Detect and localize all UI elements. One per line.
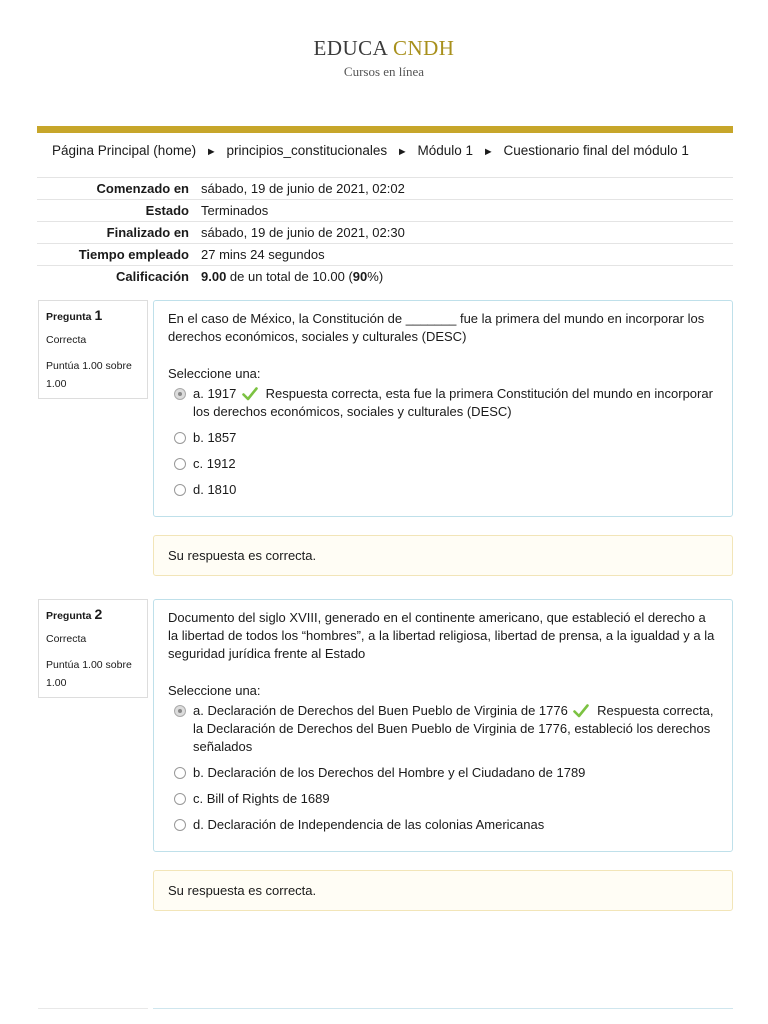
grade-middle-text: de un total de 10.00 ( — [226, 269, 353, 284]
question-2-content — [153, 599, 733, 852]
radio-button[interactable] — [174, 819, 186, 831]
question-grade: Puntúa 1.00 sobre 1.00 — [46, 360, 132, 391]
breadcrumb-course-link[interactable]: principios_constitucionales — [226, 143, 388, 158]
grade-end-text: %) — [367, 269, 384, 284]
answer-option-b[interactable] — [174, 429, 718, 447]
radio-button[interactable] — [174, 767, 186, 779]
answer-option-a[interactable] — [174, 385, 718, 421]
logo-educa-text: EDUCA — [313, 36, 388, 60]
question-state: Correcta — [46, 333, 87, 346]
breadcrumb-separator-icon: ► — [482, 146, 494, 158]
question-2-general-feedback: Su respuesta es correcta. — [153, 870, 733, 911]
summary-row-grade — [37, 266, 733, 288]
question-prompt: Seleccione una: — [168, 366, 261, 381]
site-logo[interactable] — [0, 36, 768, 80]
question-2-info — [38, 599, 148, 698]
check-icon — [573, 704, 589, 718]
answer-option-label: d. 1810 — [193, 482, 237, 497]
question-text: Documento del siglo XVIII, generado en el continente americano, que estableció el derecho a la libertad de todos los “hombres”, a la libertad religiosa, libertad de prensa, a la igualdad y a la seguridad jurídica frente al Estado — [168, 610, 715, 661]
radio-button-selected[interactable] — [174, 705, 186, 717]
answer-option-c[interactable] — [174, 790, 718, 808]
answer-option-label: b. 1857 — [193, 430, 237, 445]
answer-option-feedback: Respuesta correcta, la Declaración de Derechos del Buen Pueblo de Virginia de 1776, estableció los derechos señalados — [193, 703, 714, 754]
breadcrumb-quiz-link[interactable]: Cuestionario final del módulo 1 — [503, 143, 689, 158]
summary-value: sábado, 19 de junio de 2021, 02:30 — [201, 225, 405, 240]
breadcrumb-separator-icon: ► — [396, 146, 408, 158]
question-1-info — [38, 300, 148, 399]
question-3-info-partial — [38, 1008, 148, 1024]
answer-option-c[interactable] — [174, 455, 718, 473]
answer-options — [168, 702, 718, 834]
question-label: Pregunta — [46, 610, 92, 622]
question-1-general-feedback: Su respuesta es correcta. — [153, 535, 733, 576]
answer-option-label: d. Declaración de Independencia de las colonias Americanas — [193, 817, 545, 832]
summary-row-finished — [37, 222, 733, 244]
answer-option-b[interactable] — [174, 764, 718, 782]
question-prompt: Seleccione una: — [168, 683, 261, 698]
answer-option-a[interactable] — [174, 702, 718, 756]
answer-option-d[interactable] — [174, 481, 718, 499]
summary-label: Comenzado en — [96, 181, 189, 196]
question-number-value: 1 — [94, 307, 103, 323]
answer-option-label: b. Declaración de los Derechos del Hombre y el Ciudadano de 1789 — [193, 765, 586, 780]
breadcrumb-home-link[interactable]: Página Principal (home) — [52, 143, 197, 158]
radio-button[interactable] — [174, 432, 186, 444]
breadcrumb-module-link[interactable]: Módulo 1 — [417, 143, 474, 158]
answer-option-feedback: Respuesta correcta, esta fue la primera Constitución del mundo en incorporar los derechos económicos, sociales y culturales (DESC) — [193, 386, 713, 419]
answer-option-d[interactable] — [174, 816, 718, 834]
question-1-content — [153, 300, 733, 517]
summary-label: Tiempo empleado — [78, 247, 189, 262]
summary-value: Terminados — [201, 203, 269, 218]
answer-options — [168, 385, 718, 499]
summary-row-state — [37, 200, 733, 222]
summary-value: sábado, 19 de junio de 2021, 02:02 — [201, 181, 405, 196]
summary-label: Finalizado en — [106, 225, 189, 240]
question-number-value: 2 — [94, 606, 103, 622]
answer-option-label: c. 1912 — [193, 456, 236, 471]
answer-option-label: a. 1917 — [193, 386, 237, 401]
logo-subtitle: Cursos en línea — [343, 64, 425, 79]
summary-label: Estado — [145, 203, 189, 218]
summary-value: 27 mins 24 segundos — [201, 247, 325, 262]
question-3-content-partial — [153, 1008, 733, 1024]
breadcrumb — [52, 143, 689, 158]
summary-row-started — [37, 178, 733, 200]
grade-percent: 90 — [352, 269, 368, 284]
question-state: Correcta — [46, 632, 87, 645]
grade-score: 9.00 — [201, 269, 227, 284]
attempt-summary-table — [37, 177, 733, 287]
question-text: En el caso de México, la Constitución de _______ fue la primera del mundo en incorporar los derechos económicos, sociales y culturales (DESC) — [168, 311, 705, 344]
question-number — [46, 307, 140, 324]
radio-button[interactable] — [174, 458, 186, 470]
answer-option-label: c. Bill of Rights de 1689 — [193, 791, 330, 806]
radio-button[interactable] — [174, 793, 186, 805]
logo-cndh-text: CNDH — [392, 36, 455, 60]
question-number — [46, 606, 140, 623]
summary-label: Calificación — [116, 269, 189, 284]
summary-grade-value — [189, 266, 733, 288]
question-label: Pregunta — [46, 311, 92, 323]
question-grade: Puntúa 1.00 sobre 1.00 — [46, 659, 132, 690]
check-icon — [242, 387, 258, 401]
answer-option-label: a. Declaración de Derechos del Buen Pueblo de Virginia de 1776 — [193, 703, 568, 718]
radio-button-selected[interactable] — [174, 388, 186, 400]
header-divider-bar — [37, 126, 733, 133]
summary-row-time-taken — [37, 244, 733, 266]
breadcrumb-separator-icon: ► — [205, 146, 217, 158]
radio-button[interactable] — [174, 484, 186, 496]
logo-title — [0, 36, 768, 61]
